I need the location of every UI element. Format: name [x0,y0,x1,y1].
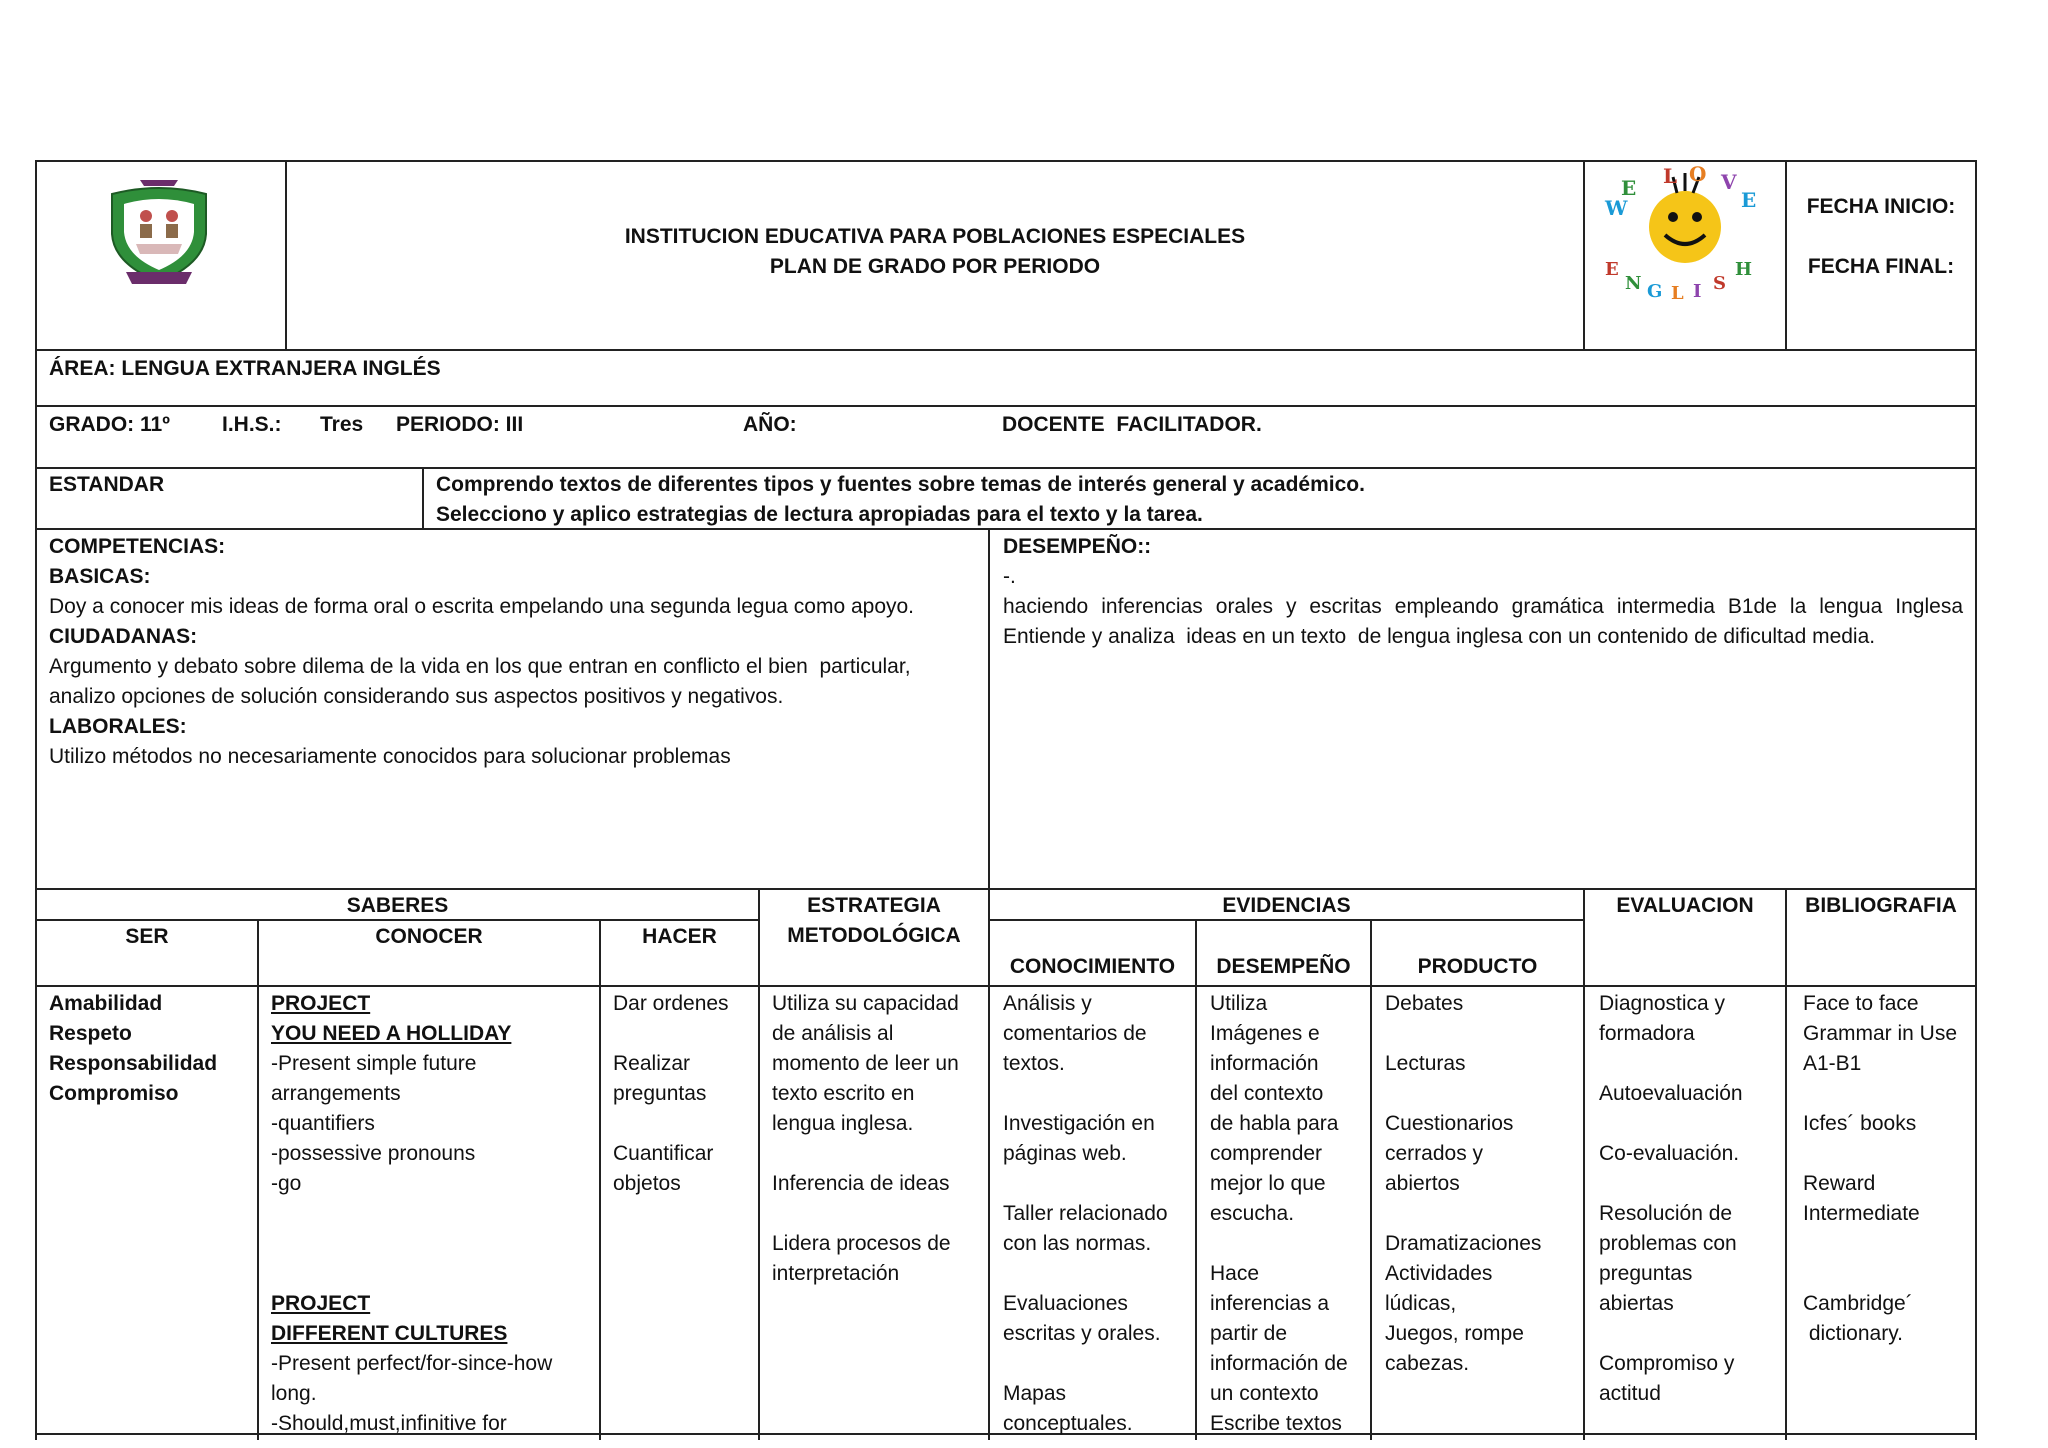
desempeno-dash: -. [1003,565,1016,588]
list-item: Co-evaluación. [1599,1142,1740,1165]
header-evaluacion: EVALUACION [1616,894,1754,917]
list-item: preguntas [613,1082,707,1105]
anio-label: AÑO: [743,413,797,436]
header-evidencias: EVIDENCIAS [1222,894,1351,917]
list-item [613,1019,729,1049]
conocer-column [271,989,552,1439]
list-item [1385,1079,1541,1109]
list-item: Evaluaciones [1003,1292,1128,1315]
estandar-label: ESTANDAR [49,473,165,496]
list-item: objetos [613,1172,681,1195]
institution-title: INSTITUCION EDUCATIVA PARA POBLACIONES ESPECIALES [624,225,1246,248]
list-item: actitud [1599,1382,1661,1405]
plan-title: PLAN DE GRADO POR PERIODO [769,255,1101,278]
list-item [772,1199,959,1229]
list-item: escucha. [1210,1202,1295,1225]
list-item: mejor lo que [1210,1172,1326,1195]
list-item: -Should,must,infinitive for [271,1412,507,1435]
list-item: texto escrito en [772,1082,915,1105]
header-conocimiento: CONOCIMIENTO [1009,955,1176,978]
list-item: Mapas [1003,1382,1067,1405]
list-item: del contexto [1210,1082,1324,1105]
logo-letter: O [1689,165,1707,186]
project-label: PROJECT [271,992,371,1015]
header-saberes: SABERES [346,894,449,917]
list-item: abiertas [1599,1292,1674,1315]
divider [988,528,990,1440]
list-item: comentarios de [1003,1022,1147,1045]
logo-letter: S [1713,273,1726,294]
list-item: Cambridge´ [1803,1292,1913,1315]
docente-label: DOCENTE FACILITADOR. [1002,413,1262,436]
list-item [1599,1049,1743,1079]
logo-letter: V [1721,170,1737,194]
conocimiento-column [1003,989,1168,1439]
list-item [1803,1079,1957,1109]
list-item: A1-B1 [1803,1052,1862,1075]
divider [1195,919,1197,1440]
producto-column [1385,989,1541,1379]
header-bibliografia: BIBLIOGRAFIA [1805,894,1957,917]
basicas-text: Doy a conocer mis ideas de forma oral o escrita empelando una segunda legua como apoyo. [49,595,915,618]
list-item [1003,1259,1168,1289]
logo-letter: L [1671,283,1684,304]
header-estrategia-2: METODOLÓGICA [787,924,961,947]
divider [1583,160,1585,350]
hacer-column [613,989,729,1199]
list-item: Cuestionarios [1385,1112,1514,1135]
fecha-final-label: FECHA FINAL: [1807,255,1955,278]
logo-letter: G [1647,281,1663,302]
list-item: comprender [1210,1142,1323,1165]
list-item: Lecturas [1385,1052,1466,1075]
divider [35,349,1977,351]
list-item: Dar ordenes [613,992,729,1015]
project-label: PROJECT [271,1292,371,1315]
fecha-inicio-label: FECHA INICIO: [1806,195,1956,218]
desempeno-title: DESEMPEÑO:: [1003,535,1152,558]
list-item: información [1210,1052,1319,1075]
list-item: conceptuales. [1003,1412,1133,1435]
basicas-label: BASICAS: [49,565,151,588]
divider [1785,888,1787,1440]
list-item: partir de [1210,1322,1288,1345]
list-item: Respeto [49,1022,132,1045]
logo-letter: E [1605,259,1619,280]
ciudadanas-label: CIUDADANAS: [49,625,198,648]
logo-letter: L [1663,165,1678,188]
list-item [1003,1169,1168,1199]
list-item: Autoevaluación [1599,1082,1743,1105]
divider [1370,919,1372,1440]
desempeno-line-1: haciendo inferencias orales y escritas empleando gramática intermedia B1de la lengua Inglesa [1003,595,1963,618]
list-item: Investigación en [1003,1112,1155,1135]
desempeno-line-2: Entiende y analiza ideas en un texto de lengua inglesa con un contenido de dificultad media. [1003,625,1876,648]
project-title: YOU NEED A HOLLIDAY [271,1022,512,1045]
ihs-label: I.H.S.: [222,413,282,436]
list-item [1599,1109,1743,1139]
header-estrategia-1: ESTRATEGIA [807,894,941,917]
list-item: Debates [1385,992,1464,1015]
list-item [1385,1019,1541,1049]
list-item [1210,1229,1348,1259]
logo-letter: I [1693,281,1702,302]
header-ser: SER [125,925,169,948]
list-item: con las normas. [1003,1232,1152,1255]
list-item [1803,1139,1957,1169]
list-item: Grammar in Use [1803,1022,1958,1045]
list-item: escritas y orales. [1003,1322,1161,1345]
divider [35,985,1977,987]
table-border-left [35,160,37,1440]
header-producto: PRODUCTO [1417,955,1538,978]
ciudadanas-text-2: analizo opciones de solución considerando sus aspectos positivos y negativos. [49,685,784,708]
list-item: lengua inglesa. [772,1112,914,1135]
list-item: información de [1210,1352,1348,1375]
list-item: -quantifiers [271,1112,375,1135]
list-item: textos. [1003,1052,1065,1075]
list-item: de análisis al [772,1022,894,1045]
list-item: Dramatizaciones [1385,1232,1542,1255]
list-item: Utiliza su capacidad [772,992,959,1015]
ciudadanas-text-1: Argumento y debato sobre dilema de la vida en los que entran en conflicto el bien particular, [49,655,911,678]
estandar-line-1: Comprendo textos de diferentes tipos y fuentes sobre temas de interés general y académico. [436,473,1365,496]
ser-column [49,989,217,1109]
list-item: Utiliza [1210,992,1268,1015]
list-item: long. [271,1382,317,1405]
list-item: Juegos, rompe [1385,1322,1524,1345]
desempeno-column [1210,989,1348,1439]
list-item: Realizar [613,1052,691,1075]
divider [758,888,760,1440]
list-item: Face to face [1803,992,1919,1015]
list-item: Compromiso [49,1082,179,1105]
list-item: -possessive pronouns [271,1142,476,1165]
list-item: Escribe textos [1210,1412,1342,1435]
list-item [772,1139,959,1169]
competencias-title: COMPETENCIAS: [49,535,226,558]
list-item [1599,1319,1743,1349]
area-label: ÁREA: LENGUA EXTRANJERA INGLÉS [49,357,441,380]
grado-label: GRADO: 11º [49,413,170,436]
logo-letter: H [1735,259,1753,280]
divider [1583,888,1585,1440]
list-item: lúdicas, [1385,1292,1457,1315]
logo-letter: E [1741,188,1757,212]
bibliografia-column [1803,989,1957,1349]
list-item [1599,1169,1743,1199]
list-item: un contexto [1210,1382,1319,1405]
list-item: Actividades [1385,1262,1493,1285]
list-item: de habla para [1210,1112,1339,1135]
list-item: Responsabilidad [49,1052,218,1075]
list-item: cerrados y [1385,1142,1484,1165]
table-border-right [1975,160,1977,1440]
divider [35,467,1977,469]
estrategia-column [772,989,959,1289]
list-item: Compromiso y [1599,1352,1735,1375]
evaluacion-column [1599,989,1743,1409]
list-item: -Present simple future [271,1052,477,1075]
table-border-top [35,160,1977,162]
periodo-label: PERIODO: III [396,413,524,436]
list-item: Hace [1210,1262,1260,1285]
list-item: páginas web. [1003,1142,1127,1165]
list-item: Inferencia de ideas [772,1172,950,1195]
list-item: formadora [1599,1022,1695,1045]
list-item: Intermediate [1803,1202,1920,1225]
list-item: Amabilidad [49,992,163,1015]
logo-letter: N [1625,273,1642,294]
list-item: Imágenes e [1210,1022,1320,1045]
laborales-label: LABORALES: [49,715,187,738]
list-item: -go [271,1172,302,1195]
school-crest-logo [100,172,218,290]
list-item: Análisis y [1003,992,1092,1015]
list-item [1003,1349,1168,1379]
list-item: Icfes´ books [1803,1112,1917,1135]
list-item [613,1109,729,1139]
list-item: Taller relacionado [1003,1202,1168,1225]
logo-letter: W [1605,196,1628,220]
list-item: interpretación [772,1262,900,1285]
list-item: arrangements [271,1082,401,1105]
header-hacer: HACER [642,925,717,948]
list-item: Cuantificar [613,1142,714,1165]
header-conocer: CONOCER [375,925,483,948]
list-item: cabezas. [1385,1352,1470,1375]
list-item: abiertos [1385,1172,1460,1195]
divider [422,467,424,529]
divider [257,919,259,1440]
divider [35,888,1977,890]
list-item: dictionary. [1803,1322,1903,1345]
list-item [1385,1199,1541,1229]
we-love-english-logo [1595,165,1775,305]
list-item: momento de leer un [772,1052,959,1075]
list-item: preguntas [1599,1262,1693,1285]
list-item: Lidera procesos de [772,1232,951,1255]
list-item: Resolución de [1599,1202,1733,1225]
list-item: problemas con [1599,1232,1737,1255]
logo-letter: E [1621,176,1637,200]
divider [35,405,1977,407]
list-item: Diagnostica y [1599,992,1726,1015]
list-item: inferencias a [1210,1292,1330,1315]
list-item [1803,1229,1957,1259]
divider [599,919,601,1440]
ihs-value: Tres [320,413,364,436]
list-item [1803,1259,1957,1289]
laborales-text: Utilizo métodos no necesariamente conocidos para solucionar problemas [49,745,731,768]
list-item: -Present perfect/for-since-how [271,1352,553,1375]
project-title: DIFFERENT CULTURES [271,1322,508,1345]
list-item: Reward [1803,1172,1876,1195]
list-item [1003,1079,1168,1109]
estandar-line-2: Selecciono y aplico estrategias de lectura apropiadas para el texto y la tarea. [436,503,1203,526]
header-desempeno: DESEMPEÑO [1216,955,1351,978]
